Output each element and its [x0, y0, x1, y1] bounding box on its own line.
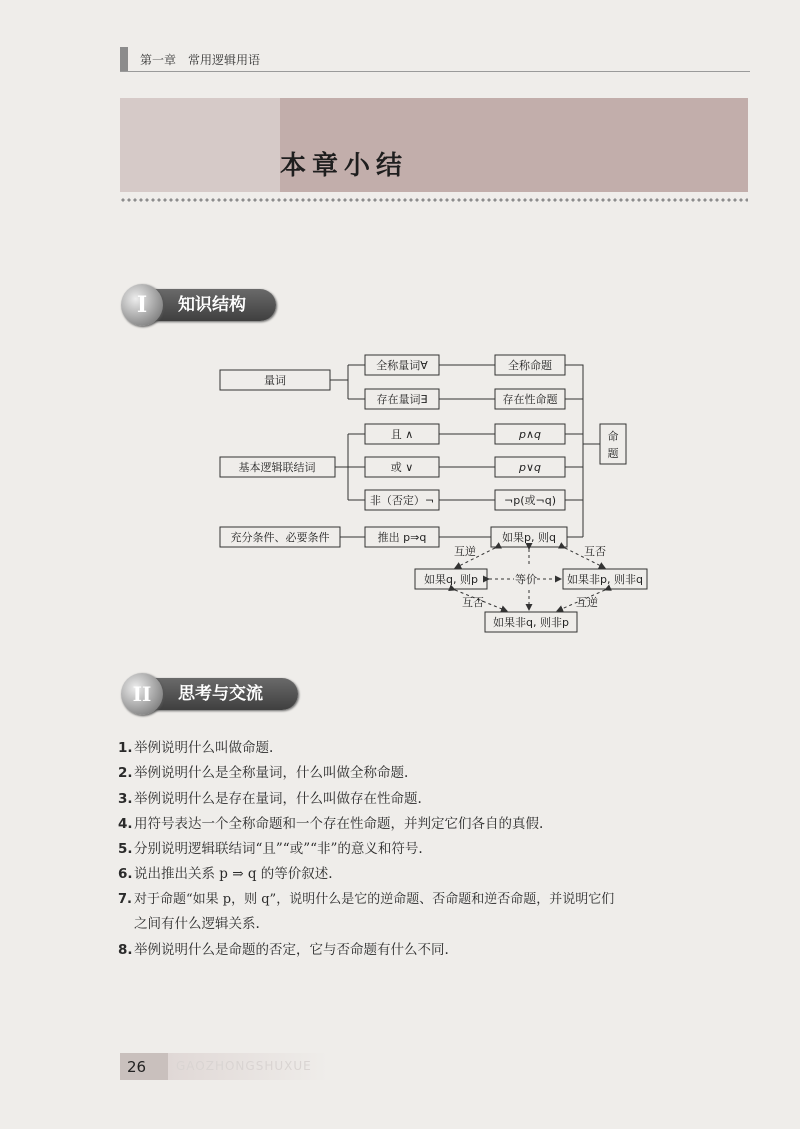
chapter-label: 第一章 常用逻辑用语 [140, 53, 261, 67]
question-number: 3. [118, 791, 133, 807]
section-title: 思考与交流 [178, 684, 263, 704]
and-label: 且 ∧ [390, 428, 414, 441]
list-item [118, 914, 260, 934]
list-item [118, 890, 614, 910]
question-text: 举例说明什么叫做命题. [134, 740, 274, 756]
title-band-left [120, 98, 280, 192]
relation-equivalent: 等价 [515, 573, 537, 586]
question-number: 4. [118, 816, 133, 832]
existential-proposition-label: 存在性命题 [502, 393, 558, 406]
universal-proposition-label: 全称命题 [508, 359, 552, 372]
question-text: 举例说明什么是命题的否定，它与否命题有什么不同. [134, 942, 449, 958]
list-item [118, 814, 543, 834]
question-number: 7. [118, 892, 132, 907]
question-number: 5. [118, 841, 133, 857]
question-number: 6. [118, 866, 133, 882]
question-text-continued: 之间有什么逻辑关系. [134, 916, 260, 932]
list-item [118, 839, 423, 859]
not-p-label: ¬p(或¬q) [504, 494, 556, 507]
quantifier-bracket [330, 365, 365, 399]
list-item [118, 864, 333, 884]
conditions-label: 充分条件、必要条件 [230, 531, 330, 544]
dotted-rule [120, 197, 748, 203]
universal-quantifier-label: 全称量词∀ [376, 359, 428, 372]
relation-converse-bottom: 互逆 [576, 596, 598, 609]
knowledge-structure-diagram [215, 352, 655, 637]
section-numeral-badge: I [121, 284, 163, 326]
implies-label: 推出 p⇒q [377, 531, 427, 544]
list-item [118, 738, 273, 758]
question-text: 分别说明逻辑联结词“且”“或”“非”的意义和符号. [134, 841, 423, 857]
list-item [118, 763, 408, 783]
relation-converse-top: 互逆 [454, 545, 476, 558]
contrapositive-label: 如果非q, 则非p [493, 616, 569, 629]
section-title: 知识结构 [178, 295, 246, 315]
relation-negation-bottom: 互否 [462, 596, 484, 609]
question-text: 对于命题“如果 p，则 q”，说明什么是它的逆命题、否命题和逆否命题，并说明它们 [134, 892, 615, 907]
question-number: 8. [118, 942, 133, 958]
original-label: 如果p, 则q [502, 531, 556, 544]
quantifier-label: 量词 [264, 374, 286, 387]
quantifier-links [439, 365, 495, 399]
series-watermark: GAOZHONGSHUXUE [176, 1059, 312, 1073]
section-numeral-badge: II [121, 673, 163, 715]
relation-negation-top: 互否 [584, 545, 606, 558]
list-item [118, 940, 449, 960]
page-number: 26 [127, 1058, 147, 1076]
proposition-label-1: 命 [607, 430, 619, 443]
page-title: 本章小结 [280, 151, 409, 181]
question-text: 用符号表达一个全称命题和一个存在性命题，并判定它们各自的真假. [134, 816, 544, 832]
connectives-label: 基本逻辑联结词 [238, 461, 316, 474]
header-accent [120, 47, 128, 71]
inverse-label: 如果非p, 则非q [567, 573, 643, 586]
existential-quantifier-label: 存在量词∃ [376, 393, 428, 406]
question-number: 2. [118, 765, 133, 781]
p-and-q-label: p∧q [518, 428, 542, 441]
connective-links [439, 434, 495, 500]
question-text: 举例说明什么是存在量词，什么叫做存在性命题. [134, 791, 422, 807]
p-or-q-label: p∨q [518, 461, 542, 474]
question-text: 说出推出关系 p ⇒ q 的等价叙述. [134, 866, 333, 882]
not-label: 非（否定）¬ [369, 494, 435, 507]
question-number: 1. [118, 740, 133, 756]
question-text: 举例说明什么是全称量词，什么叫做全称命题. [134, 765, 409, 781]
list-item [118, 789, 422, 809]
connective-bracket [335, 434, 365, 500]
converse-label: 如果q, 则p [424, 573, 478, 586]
proposition-label-2: 题 [607, 447, 619, 460]
proposition-bracket [565, 365, 600, 537]
or-label: 或 ∨ [390, 461, 414, 474]
